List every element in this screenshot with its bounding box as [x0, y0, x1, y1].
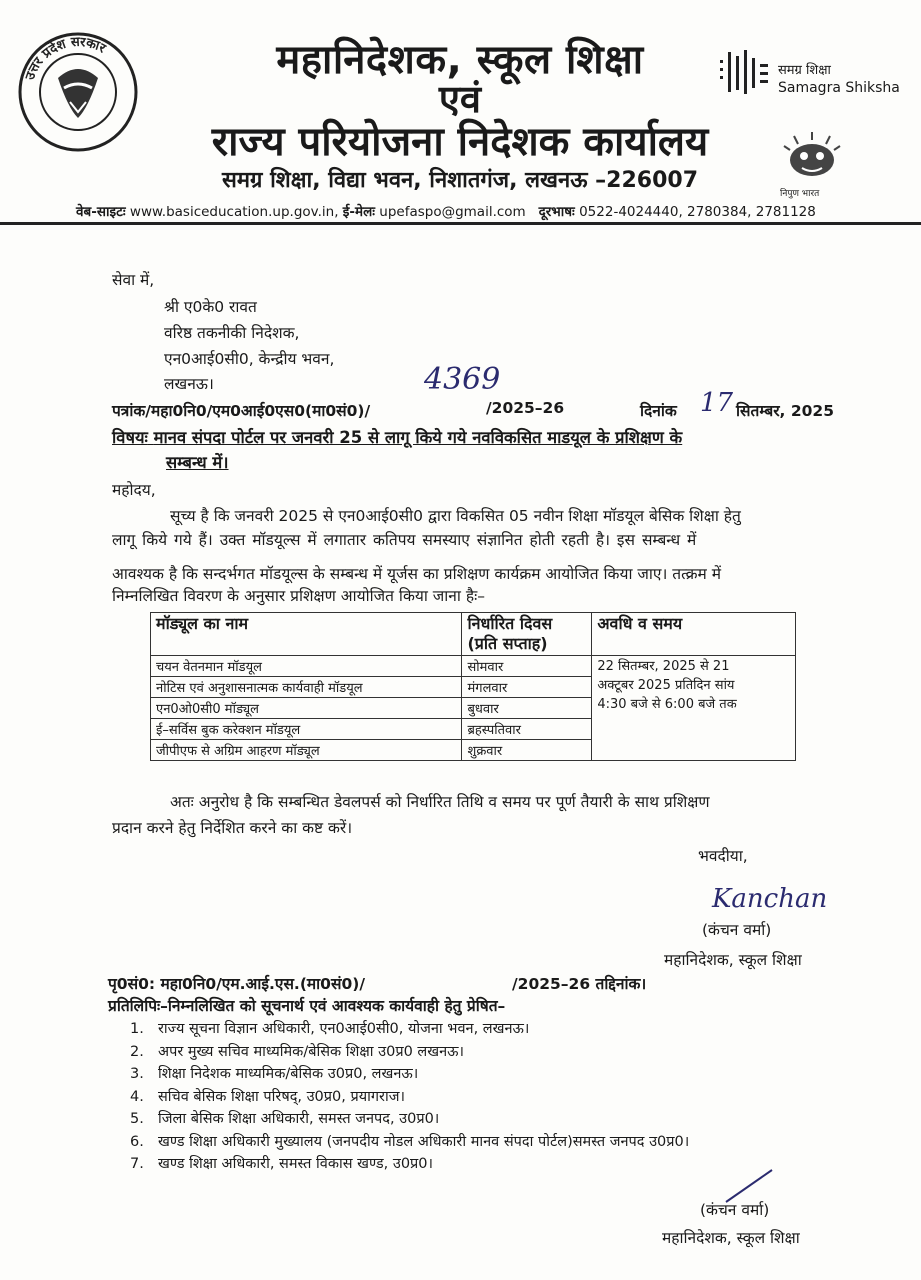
list-item: 3. शिक्षा निदेशक माध्यमिक/बेसिक उ0प्र0, लखनऊ।	[130, 1066, 419, 1082]
endorsement-signatory-name: (कंचन वर्मा)	[700, 1201, 770, 1219]
letter-number-prefix: पत्रांक/महा0नि0/एम0आई0एस0(मा0सं0)/	[112, 402, 371, 420]
module-name-cell: जीपीएफ से अग्रिम आहरण मॉड्यूल	[151, 740, 462, 761]
table-row	[151, 656, 796, 677]
signature: Kanchan	[712, 884, 828, 914]
recipient-designation: वरिष्ठ तकनीकी निदेशक,	[164, 324, 300, 342]
office-title-line2: एवं	[438, 77, 482, 121]
letter-year: /2025–26	[486, 399, 565, 417]
copy-to-heading: प्रतिलिपिः–निम्नलिखित को सूचनार्थ एवं आवश्यक कार्यवाही हेतु प्रेषित–	[108, 997, 506, 1015]
duration-line2: अक्टूबर 2025 प्रतिदिन सांय	[597, 678, 735, 693]
list-item: 7. खण्ड शिक्षा अधिकारी, समस्त विकास खण्ड, उ0प्र0।	[130, 1156, 434, 1172]
list-item: 5. जिला बेसिक शिक्षा अधिकारी, समस्त जनपद, उ0प्र0।	[130, 1111, 440, 1127]
recipient-to: सेवा में,	[112, 271, 155, 289]
paragraph1-line2: लागू किये गये हैं। उक्त मॉडयूल्स में लगातार कतिपय समस्याए संज्ञानित होती रहती है। इस सम्बन्ध में	[112, 531, 697, 549]
nipun-bharat-label: निपुण भारत	[780, 189, 820, 199]
module-name-cell: नोटिस एवं अनुशासनात्मक कार्यवाही मॉडयूल	[151, 677, 462, 698]
recipient-name: श्री ए0के0 रावत	[164, 298, 257, 316]
website-label: वेब-साइटः	[76, 204, 126, 220]
day-cell: सोमवार	[462, 656, 592, 677]
duration-line1: 22 सितम्बर, 2025 से 21	[597, 659, 730, 674]
module-name-cell: एन0ओ0सी0 मॉड्यूल	[151, 698, 462, 719]
module-name-cell: चयन वेतनमान मॉडयूल	[151, 656, 462, 677]
samagra-shiksha-logo-icon	[716, 46, 772, 102]
list-item: 4. सचिव बेसिक शिक्षा परिषद्, उ0प्र0, प्रयागराज।	[130, 1088, 405, 1105]
paragraph2-line2: प्रदान करने हेतु निर्देशित करने का कष्ट करें।	[112, 819, 353, 837]
duration-line3: 4:30 बजे से 6:00 बजे तक	[597, 697, 737, 712]
list-item: 6. खण्ड शिक्षा अधिकारी मुख्यालय (जनपदीय नोडल अधिकारी मानव संपदा पोर्टल)समस्त जनपद उ0प्र0।	[130, 1133, 690, 1150]
phone-label: दूरभाषः	[538, 204, 575, 220]
date-suffix: सितम्बर, 2025	[736, 402, 834, 420]
subject-text-1: मानव संपदा पोर्टल पर जनवरी 25 से लागू किये गये नवविकसित माडयूल के प्रशिक्षण के	[153, 428, 683, 447]
paragraph1-line4: निम्नलिखित विवरण के अनुसार प्रशिक्षण आयोजित किया जाना हैः–	[112, 587, 485, 605]
subject-line1	[112, 425, 682, 448]
handwritten-date: 17	[700, 388, 734, 418]
paragraph2-line1: अतः अनुरोध है कि सम्बन्धित डेवलपर्स को निर्धारित तिथि व समय पर पूर्ण तैयारी के साथ प्रशिक्षण	[170, 793, 710, 811]
header-day: निर्धारित दिवस (प्रति सप्ताह)	[462, 613, 592, 656]
office-title-line1: महानिदेशक, स्कूल शिक्षा	[276, 37, 644, 83]
table-header-row	[151, 613, 796, 656]
emblem-text: उत्तर प्रदेश सरकार	[22, 34, 108, 82]
module-name-cell: ई–सर्विस बुक करेक्शन मॉडयूल	[151, 719, 462, 740]
email-address: upefaspo@gmail.com	[379, 204, 526, 220]
contact-line	[76, 202, 836, 220]
website-link: www.basiceducation.up.gov.in,	[129, 204, 339, 220]
header-divider	[0, 222, 921, 225]
samagra-hindi-label: समग्र शिक्षा	[778, 63, 831, 78]
duration-cell	[592, 656, 796, 761]
office-address: समग्र शिक्षा, विद्या भवन, निशातगंज, लखनऊ –226007	[221, 168, 699, 193]
phone-numbers: 0522-4024440, 2780384, 2781128	[579, 204, 816, 220]
nipun-bharat-logo-icon	[772, 128, 852, 184]
list-item: 1. राज्य सूचना विज्ञान अधिकारी, एन0आई0सी0, योजना भवन, लखनऊ।	[130, 1021, 530, 1037]
date-label: दिनांक	[640, 402, 677, 420]
day-cell: शुक्रवार	[462, 740, 592, 761]
paragraph1-line3: आवश्यक है कि सन्दर्भगत मॉडयूल्स के सम्बन्ध में यूर्जस का प्रशिक्षण कार्यक्रम आयोजित किया जाए। तत्क्रम में	[112, 565, 721, 583]
signatory-designation: महानिदेशक, स्कूल शिक्षा	[664, 951, 802, 969]
endorsement-signatory-designation: महानिदेशक, स्कूल शिक्षा	[662, 1229, 800, 1247]
endorsement-ref-prefix: पृ0सं0: महा0नि0/एम.आई.एस.(मा0सं0)/	[108, 975, 365, 993]
recipient-city: लखनऊ।	[164, 375, 214, 393]
email-label: ई-मेलः	[342, 204, 375, 220]
signatory-name: (कंचन वर्मा)	[702, 921, 772, 939]
up-government-emblem-icon	[14, 28, 142, 156]
day-cell: ब्रहस्पतिवार	[462, 719, 592, 740]
office-title-line3: राज्य परियोजना निदेशक कार्यालय	[211, 119, 709, 165]
handwritten-letter-number: 4369	[424, 362, 501, 397]
list-item: 2. अपर मुख्य सचिव माध्यमिक/बेसिक शिक्षा उ0प्र0 लखनऊ।	[130, 1043, 465, 1060]
greeting: महोदय,	[112, 481, 156, 499]
header-module-name: मॉड्यूल का नाम	[151, 613, 462, 656]
recipient-office: एन0आई0सी0, केन्द्रीय भवन,	[164, 350, 335, 368]
paragraph1-line1: सूच्य है कि जनवरी 2025 से एन0आई0सी0 द्वारा विकसित 05 नवीन शिक्षा मॉडयूल बेसिक शिक्षा हेतु	[170, 507, 741, 525]
training-schedule-table	[150, 612, 796, 761]
subject-line2: सम्बन्ध में।	[166, 453, 229, 472]
copy-to-list	[130, 1018, 689, 1176]
header-duration: अवधि व समय	[592, 613, 796, 656]
closing-yours: भवदीया,	[698, 847, 748, 865]
samagra-english-label: Samagra Shiksha	[778, 80, 900, 96]
subject-label: विषयः	[112, 428, 148, 447]
endorsement-ref-suffix: /2025–26 तद्दिनांक।	[512, 975, 647, 993]
day-cell: मंगलवार	[462, 677, 592, 698]
day-cell: बुधवार	[462, 698, 592, 719]
